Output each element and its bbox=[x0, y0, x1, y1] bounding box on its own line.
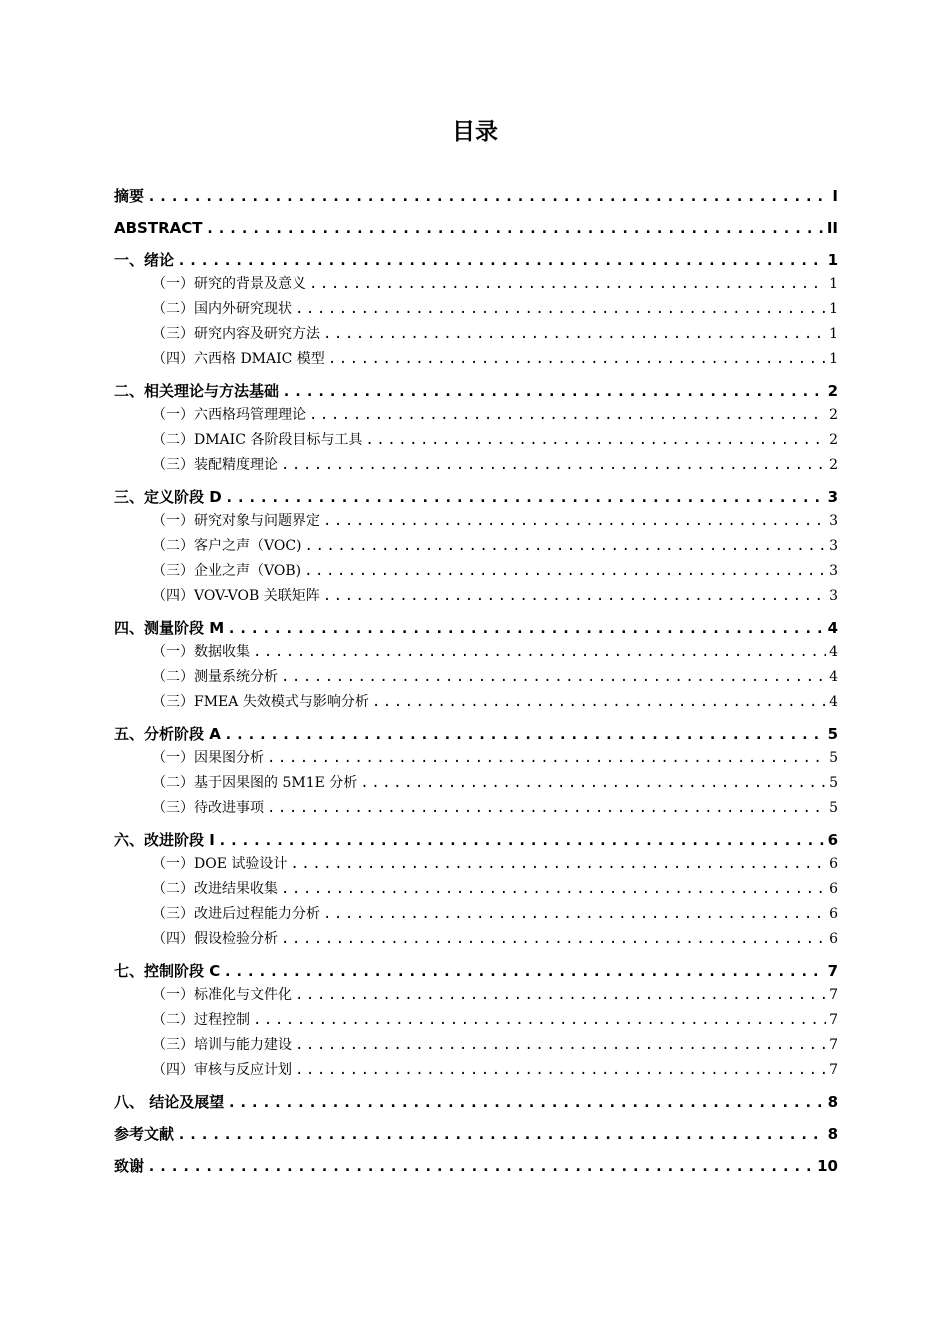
toc-dot-leader bbox=[281, 877, 826, 902]
toc-dot-leader bbox=[295, 1058, 826, 1083]
toc-entry-label: 参考文献 bbox=[114, 1125, 175, 1143]
toc-entry-page-number: 7 bbox=[829, 1012, 838, 1028]
toc-dot-leader bbox=[281, 453, 826, 478]
toc-entry-page-number: 2 bbox=[829, 407, 838, 423]
toc-entry-page-number: 7 bbox=[827, 962, 838, 980]
toc-entry-page-number: 1 bbox=[829, 276, 838, 292]
toc-entry-label: （四）假设检验分析 bbox=[152, 931, 278, 947]
toc-entry-page-number: 4 bbox=[829, 669, 838, 685]
toc-entry-section[interactable] bbox=[114, 771, 838, 796]
toc-dot-leader bbox=[147, 1150, 814, 1182]
toc-entry-section[interactable] bbox=[114, 1033, 838, 1058]
toc-entry-label: 摘要 bbox=[114, 187, 145, 205]
toc-entry-page-number: II bbox=[826, 219, 838, 237]
toc-dot-leader bbox=[309, 403, 826, 428]
toc-entry-label: （一）研究的背景及意义 bbox=[152, 276, 306, 292]
toc-entry-label: （二）测量系统分析 bbox=[152, 669, 278, 685]
toc-entry-label: （一）标准化与文件化 bbox=[152, 987, 292, 1003]
toc-dot-leader bbox=[323, 584, 826, 609]
toc-entry-section[interactable] bbox=[114, 1008, 838, 1033]
toc-entry-page-number: 2 bbox=[829, 432, 838, 448]
toc-entry-label: 一、绪论 bbox=[114, 251, 175, 269]
toc-dot-leader bbox=[372, 690, 826, 715]
toc-entry-section[interactable] bbox=[114, 877, 838, 902]
toc-entry-label: 五、分析阶段 A bbox=[114, 725, 221, 743]
toc-entry-section[interactable] bbox=[114, 509, 838, 534]
toc-entry-section[interactable] bbox=[114, 796, 838, 821]
toc-entry-section[interactable] bbox=[114, 322, 838, 347]
toc-entry-section[interactable] bbox=[114, 403, 838, 428]
table-of-contents bbox=[114, 180, 838, 1182]
toc-entry-label: （二）基于因果图的 5M1E 分析 bbox=[152, 775, 358, 791]
toc-entry-page-number: 4 bbox=[829, 694, 838, 710]
toc-entry-section[interactable] bbox=[114, 559, 838, 584]
toc-entry-section[interactable] bbox=[114, 927, 838, 952]
toc-entry-label: （一）数据收集 bbox=[152, 644, 250, 660]
toc-entry-page-number: 3 bbox=[829, 513, 838, 529]
toc-entry-label: 四、测量阶段 M bbox=[114, 619, 225, 637]
toc-entry-chapter[interactable] bbox=[114, 1150, 838, 1182]
toc-entry-section[interactable] bbox=[114, 746, 838, 771]
toc-entry-section[interactable] bbox=[114, 690, 838, 715]
toc-dot-leader bbox=[267, 746, 826, 771]
toc-entry-label: （二）国内外研究现状 bbox=[152, 301, 292, 317]
toc-entry-label: （二）DMAIC 各阶段目标与工具 bbox=[152, 432, 363, 448]
toc-dot-leader bbox=[295, 1033, 826, 1058]
toc-entry-label: ABSTRACT bbox=[114, 219, 203, 237]
toc-entry-page-number: 1 bbox=[829, 301, 838, 317]
toc-entry-label: 七、控制阶段 C bbox=[114, 962, 221, 980]
toc-entry-label: （三）装配精度理论 bbox=[152, 457, 278, 473]
toc-entry-page-number: 5 bbox=[829, 800, 838, 816]
toc-entry-label: （二）改进结果收集 bbox=[152, 881, 278, 897]
toc-entry-label: 二、相关理论与方法基础 bbox=[114, 382, 280, 400]
toc-entry-page-number: 3 bbox=[829, 563, 838, 579]
toc-entry-page-number: 7 bbox=[829, 1037, 838, 1053]
toc-entry-page-number: 6 bbox=[829, 931, 838, 947]
toc-entry-label: （三）企业之声（VOB) bbox=[152, 563, 302, 579]
toc-entry-label: （一）因果图分析 bbox=[152, 750, 264, 766]
toc-entry-page-number: 5 bbox=[827, 725, 838, 743]
toc-entry-page-number: 10 bbox=[817, 1157, 838, 1175]
toc-dot-leader bbox=[253, 640, 826, 665]
toc-entry-label: 八、 结论及展望 bbox=[114, 1093, 225, 1111]
toc-entry-label: （三）FMEA 失效模式与影响分析 bbox=[152, 694, 369, 710]
toc-entry-page-number: 3 bbox=[827, 488, 838, 506]
toc-dot-leader bbox=[365, 428, 826, 453]
toc-entry-chapter[interactable] bbox=[114, 1118, 838, 1150]
toc-entry-page-number: 8 bbox=[827, 1125, 838, 1143]
toc-entry-section[interactable] bbox=[114, 852, 838, 877]
toc-entry-label: （三）培训与能力建设 bbox=[152, 1037, 292, 1053]
toc-entry-page-number: 4 bbox=[829, 644, 838, 660]
toc-entry-page-number: 4 bbox=[827, 619, 838, 637]
toc-entry-section[interactable] bbox=[114, 297, 838, 322]
toc-entry-page-number: 7 bbox=[829, 987, 838, 1003]
toc-entry-label: 三、定义阶段 D bbox=[114, 488, 222, 506]
toc-entry-page-number: 5 bbox=[829, 775, 838, 791]
page-title: 目录 bbox=[452, 119, 498, 145]
toc-dot-leader bbox=[177, 1118, 825, 1150]
toc-entry-label: （四）审核与反应计划 bbox=[152, 1062, 292, 1078]
toc-dot-leader bbox=[295, 983, 826, 1008]
toc-entry-page-number: 8 bbox=[827, 1093, 838, 1111]
toc-entry-page-number: I bbox=[832, 187, 838, 205]
toc-entry-page-number: 3 bbox=[829, 538, 838, 554]
toc-entry-label: 六、改进阶段 I bbox=[114, 831, 215, 849]
toc-entry-page-number: 6 bbox=[829, 906, 838, 922]
toc-entry-label: （三）研究内容及研究方法 bbox=[152, 326, 320, 342]
toc-dot-leader bbox=[253, 1008, 826, 1033]
toc-entry-section[interactable] bbox=[114, 584, 838, 609]
toc-dot-leader bbox=[304, 559, 826, 584]
toc-entry-page-number: 1 bbox=[829, 326, 838, 342]
toc-dot-leader bbox=[227, 1086, 824, 1118]
toc-dot-leader bbox=[281, 927, 826, 952]
toc-entry-page-number: 1 bbox=[829, 351, 838, 367]
toc-entry-page-number: 3 bbox=[829, 588, 838, 604]
toc-dot-leader bbox=[147, 180, 829, 212]
toc-entry-page-number: 6 bbox=[827, 831, 838, 849]
toc-entry-section[interactable] bbox=[114, 1058, 838, 1083]
toc-entry-chapter[interactable] bbox=[114, 1086, 838, 1118]
toc-entry-label: （二）客户之声（VOC) bbox=[152, 538, 302, 554]
toc-entry-label: （四）六西格 DMAIC 模型 bbox=[152, 351, 325, 367]
toc-entry-label: 致谢 bbox=[114, 1157, 145, 1175]
toc-entry-page-number: 2 bbox=[827, 382, 838, 400]
toc-entry-page-number: 5 bbox=[829, 750, 838, 766]
toc-entry-page-number: 7 bbox=[829, 1062, 838, 1078]
toc-entry-section[interactable] bbox=[114, 640, 838, 665]
toc-dot-leader bbox=[323, 902, 826, 927]
toc-dot-leader bbox=[267, 796, 826, 821]
toc-entry-label: （一）六西格玛管理理论 bbox=[152, 407, 306, 423]
toc-entry-section[interactable] bbox=[114, 665, 838, 690]
toc-entry-section[interactable] bbox=[114, 272, 838, 297]
toc-entry-chapter[interactable] bbox=[114, 212, 838, 244]
toc-dot-leader bbox=[309, 272, 826, 297]
toc-dot-leader bbox=[360, 771, 826, 796]
toc-entry-section[interactable] bbox=[114, 902, 838, 927]
toc-dot-leader bbox=[323, 322, 826, 347]
toc-entry-label: （三）待改进事项 bbox=[152, 800, 264, 816]
toc-entry-label: （一）DOE 试验设计 bbox=[152, 856, 288, 872]
toc-dot-leader bbox=[323, 509, 826, 534]
toc-entry-section[interactable] bbox=[114, 983, 838, 1008]
toc-entry-label: （四）VOV-VOB 关联矩阵 bbox=[152, 588, 320, 604]
toc-entry-label: （一）研究对象与问题界定 bbox=[152, 513, 320, 529]
toc-entry-page-number: 6 bbox=[829, 856, 838, 872]
toc-entry-section[interactable] bbox=[114, 453, 838, 478]
toc-entry-page-number: 1 bbox=[827, 251, 838, 269]
toc-dot-leader bbox=[328, 347, 826, 372]
toc-entry-section[interactable] bbox=[114, 428, 838, 453]
toc-dot-leader bbox=[305, 534, 827, 559]
toc-entry-label: （二）过程控制 bbox=[152, 1012, 250, 1028]
toc-entry-page-number: 6 bbox=[829, 881, 838, 897]
toc-entry-label: （三）改进后过程能力分析 bbox=[152, 906, 320, 922]
toc-dot-leader bbox=[295, 297, 826, 322]
toc-entry-page-number: 2 bbox=[829, 457, 838, 473]
toc-dot-leader bbox=[281, 665, 826, 690]
toc-entry-chapter[interactable] bbox=[114, 180, 838, 212]
toc-dot-leader bbox=[205, 212, 823, 244]
toc-entry-section[interactable] bbox=[114, 534, 838, 559]
toc-entry-section[interactable] bbox=[114, 347, 838, 372]
toc-dot-leader bbox=[290, 852, 826, 877]
